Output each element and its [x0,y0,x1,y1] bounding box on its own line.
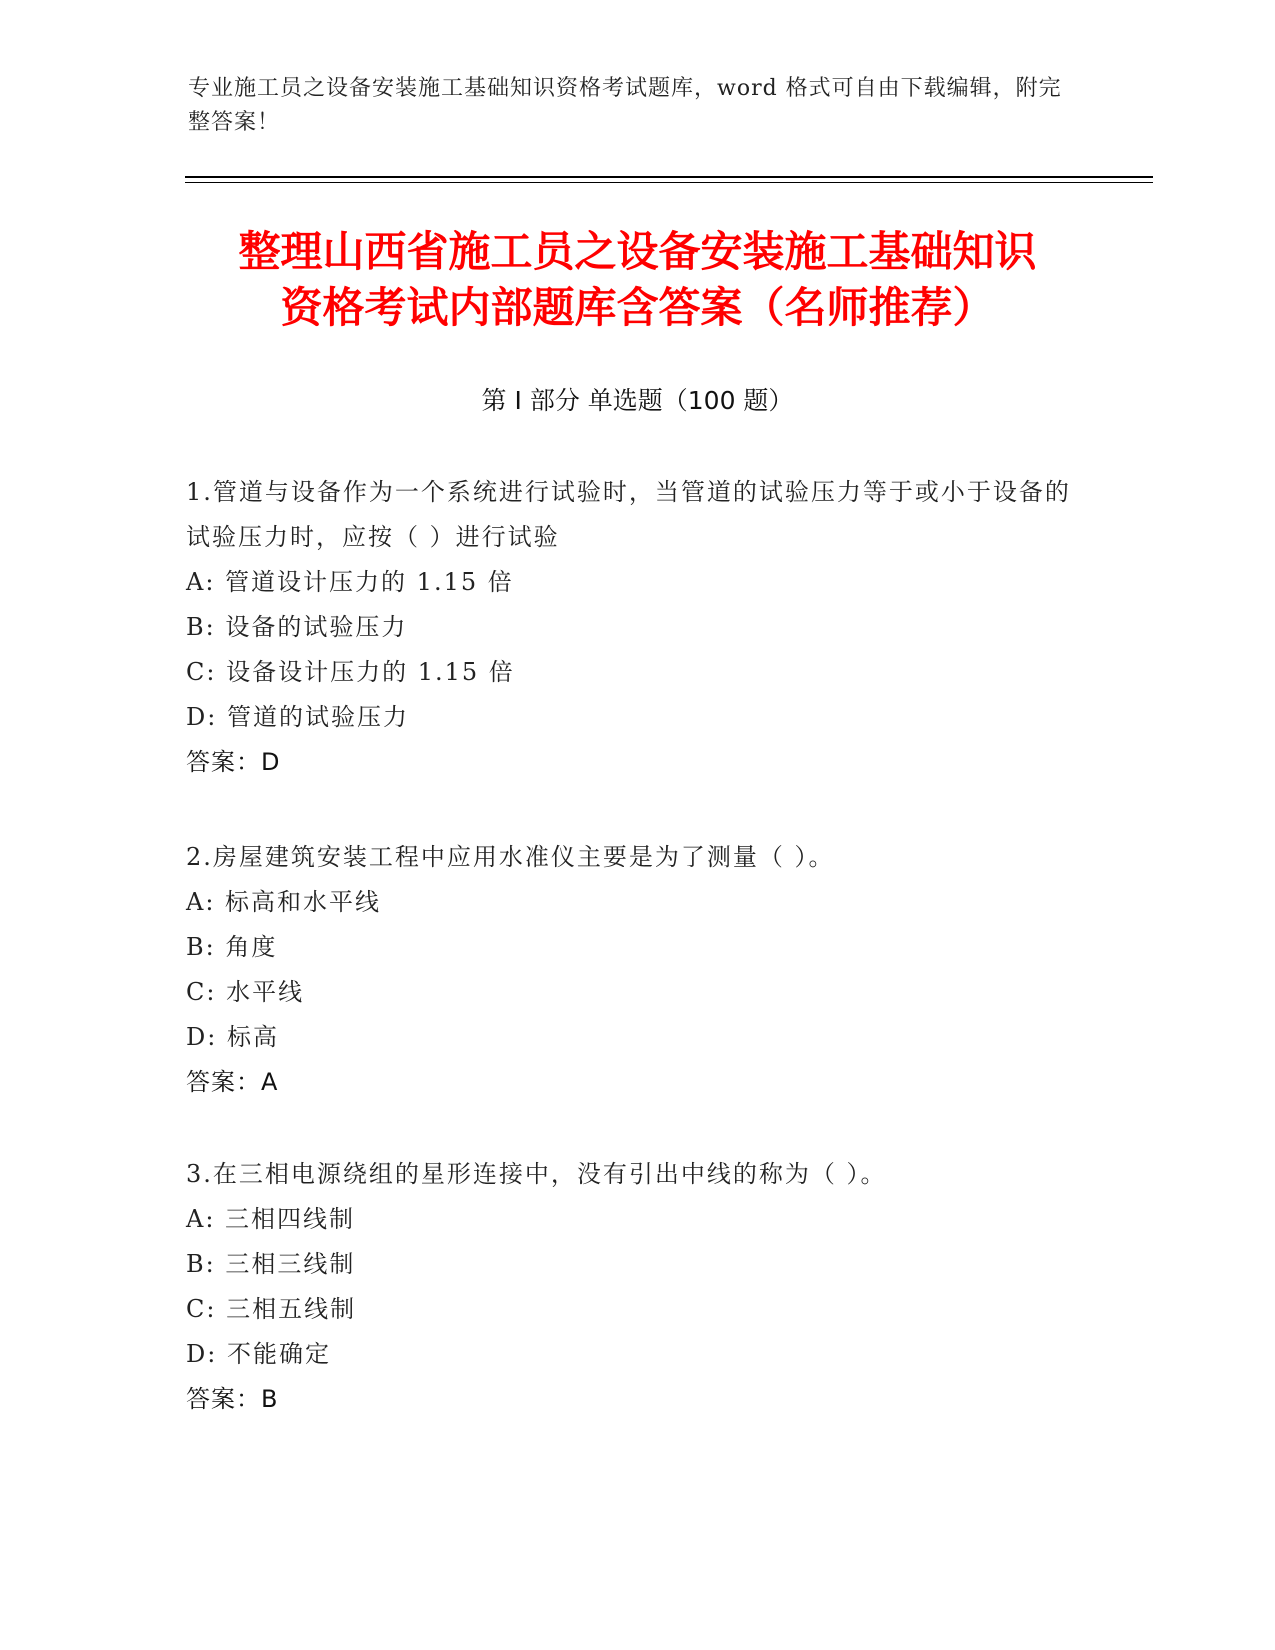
question-block [186,470,1076,785]
answer-line: 答案：D [186,748,281,776]
option-d: D: 不能确定 [186,1340,331,1368]
header-divider-thin [185,182,1153,183]
question-block [186,1152,1076,1422]
document-title-line-2: 资格考试内部题库含答案（名师推荐） [280,283,995,332]
answer-line: 答案：B [186,1385,279,1413]
document-title-line-1: 整理山西省施工员之设备安装施工基础知识 [238,227,1037,276]
option-a: A: 三相四线制 [186,1205,356,1233]
option-d: D: 管道的试验压力 [186,703,409,731]
option-c: C: 水平线 [186,978,305,1006]
option-b: B: 角度 [186,933,278,961]
question-stem: 3.在三相电源绕组的星形连接中，没有引出中线的称为（ ）。 [186,1160,887,1188]
section-title: 第 I 部分 单选题（100 题） [481,386,794,415]
header-note: 专业施工员之设备安装施工基础知识资格考试题库，word 格式可自由下载编辑，附完整答案！ [188,76,1062,135]
option-b: B: 三相三线制 [186,1250,356,1278]
option-a: A: 管道设计压力的 1.15 倍 [186,568,514,596]
question-block [186,835,1076,1105]
question-stem: 2.房屋建筑安装工程中应用水准仪主要是为了测量（ ）。 [186,843,835,871]
option-c: C: 三相五线制 [186,1295,357,1323]
option-d: D: 标高 [186,1023,279,1051]
question-stem: 1.管道与设备作为一个系统进行试验时，当管道的试验压力等于或小于设备的试验压力时，应按（ ）进行试验 [186,478,1071,551]
option-c: C: 设备设计压力的 1.15 倍 [186,658,515,686]
document-title [150,224,1125,336]
answer-line: 答案：A [186,1068,279,1096]
option-a: A: 标高和水平线 [186,888,382,916]
option-b: B: 设备的试验压力 [186,613,408,641]
header-divider-thick [185,176,1153,178]
